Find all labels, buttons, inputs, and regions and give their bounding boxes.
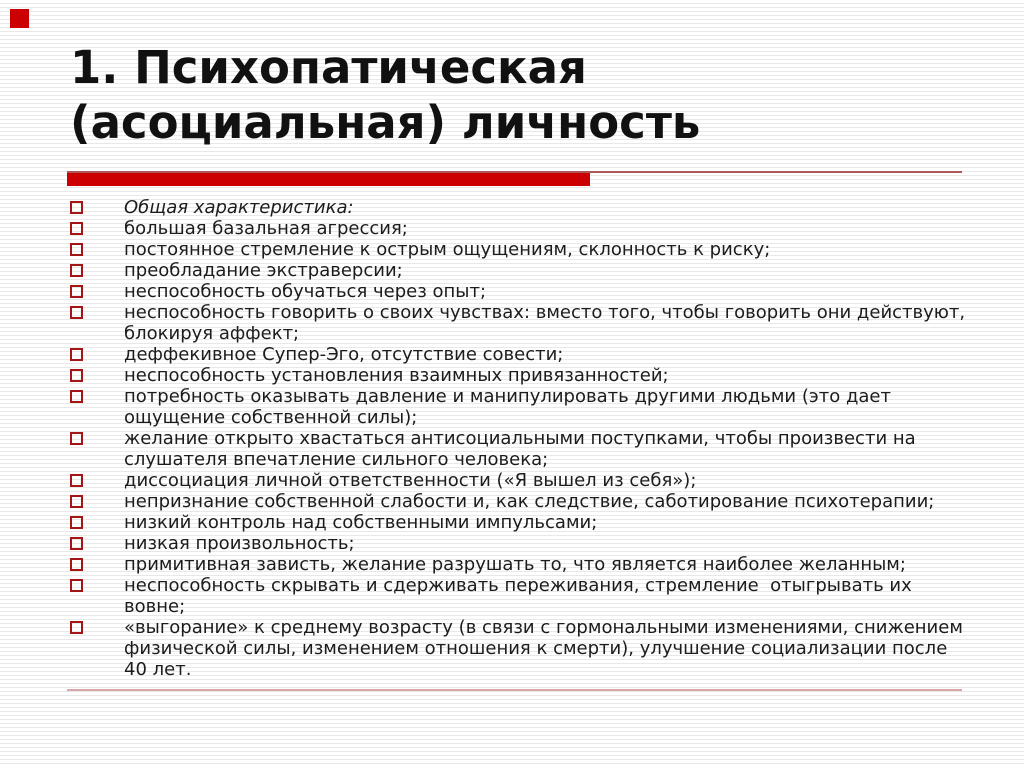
list-item xyxy=(70,365,975,386)
title-underline-bar xyxy=(67,173,590,186)
slide-title-line-2: (асоциальная) личность xyxy=(70,96,701,149)
list-item-text: низкий контроль над собственными импульсами; xyxy=(124,512,598,533)
list-item-text: постоянное стремление к острым ощущениям, склонность к риску; xyxy=(124,239,771,260)
list-item-text: большая базальная агрессия; xyxy=(124,218,408,239)
list-item-text: непризнание собственной слабости и, как следствие, саботирование психотерапии; xyxy=(124,491,935,512)
square-bullet-icon xyxy=(70,306,83,319)
list-item xyxy=(70,344,975,365)
list-item xyxy=(70,617,975,680)
list-item-text: диссоциация личной ответственности («Я вышел из себя»); xyxy=(124,470,697,491)
list-item xyxy=(70,302,975,344)
list-item-text: преобладание экстраверсии; xyxy=(124,260,403,281)
list-item-text: примитивная зависть, желание разрушать то, что является наиболее желанным; xyxy=(124,554,906,575)
square-bullet-icon xyxy=(70,285,83,298)
square-bullet-icon xyxy=(70,390,83,403)
list-item-text: низкая произвольность; xyxy=(124,533,355,554)
square-bullet-icon xyxy=(70,243,83,256)
list-item-text: неспособность скрывать и сдерживать переживания, стремление отыгрывать их вовне; xyxy=(124,575,918,617)
list-item xyxy=(70,260,975,281)
list-item-text: деффекивное Супер-Эго, отсутствие совести; xyxy=(124,344,564,365)
list-item-text: потребность оказывать давление и манипулировать другими людьми (это дает ощущение собственной силы); xyxy=(124,386,897,428)
square-bullet-icon xyxy=(70,537,83,550)
square-bullet-icon xyxy=(70,558,83,571)
list-item xyxy=(70,428,975,470)
list-item xyxy=(70,239,975,260)
list-item xyxy=(70,470,975,491)
square-bullet-icon xyxy=(70,474,83,487)
characteristics-list xyxy=(70,197,975,680)
list-item xyxy=(70,533,975,554)
square-bullet-icon xyxy=(70,516,83,529)
list-item xyxy=(70,197,975,218)
square-bullet-icon xyxy=(70,369,83,382)
square-bullet-icon xyxy=(70,495,83,508)
slide-title xyxy=(70,40,970,150)
list-item xyxy=(70,491,975,512)
square-bullet-icon xyxy=(70,264,83,277)
list-item-text: желание открыто хвастаться антисоциальными поступками, чтобы произвести на слушателя впечатление сильного человека; xyxy=(124,428,922,470)
title-underline xyxy=(67,171,962,186)
list-item-text: неспособность говорить о своих чувствах: вместо того, чтобы говорить они действуют, блокируя аффект; xyxy=(124,302,971,344)
square-bullet-icon xyxy=(70,621,83,634)
list-item-text: неспособность обучаться через опыт; xyxy=(124,281,487,302)
list-item-text: Общая характеристика: xyxy=(124,197,354,218)
list-item xyxy=(70,575,975,617)
corner-accent-square xyxy=(10,9,29,28)
list-item xyxy=(70,218,975,239)
slide-title-line-1: 1. Психопатическая xyxy=(70,41,587,94)
footer-rule xyxy=(67,689,962,691)
square-bullet-icon xyxy=(70,579,83,592)
list-item xyxy=(70,281,975,302)
square-bullet-icon xyxy=(70,432,83,445)
list-item xyxy=(70,386,975,428)
list-item xyxy=(70,512,975,533)
list-item xyxy=(70,554,975,575)
square-bullet-icon xyxy=(70,222,83,235)
list-item-text: неспособность установления взаимных привязанностей; xyxy=(124,365,669,386)
square-bullet-icon xyxy=(70,348,83,361)
list-item-text: «выгорание» к среднему возрасту (в связи с гормональными изменениями, снижением физической силы, изменением отношения к смерти), улучшение социализации после 40 лет. xyxy=(124,617,969,680)
square-bullet-icon xyxy=(70,201,83,214)
